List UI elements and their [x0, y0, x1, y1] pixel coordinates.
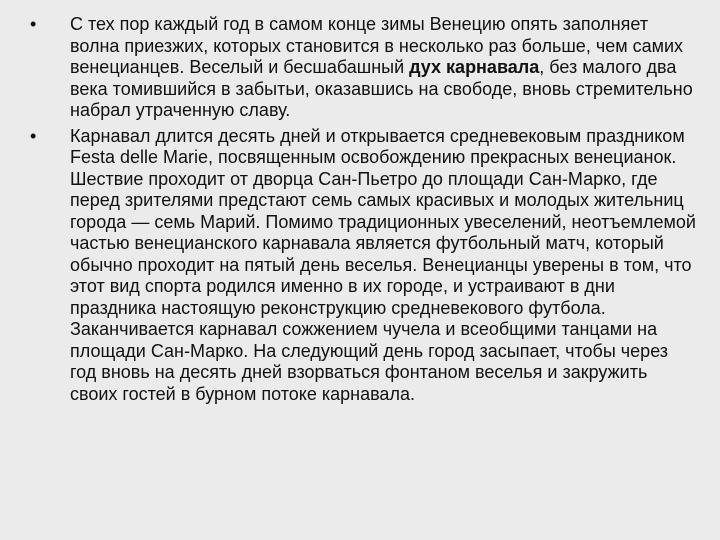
bullet-item-2 — [30, 126, 696, 406]
paragraph-1-bold: дух карнавала — [409, 57, 540, 77]
paragraph-2-text: Карнавал длится десять дней и открывается средневековым праздником Festa delle Marie, посвященным освобождению прекрасных венецианок. Шествие проходит от дворца Сан-Пьетро до площади Сан-Марко, где перед зрителями предстают семь самых красивых и молодых жительниц города — семь Марий. Помимо традиционных увеселений, неотъемлемой частью венецианского карнавала является футбольный матч, который обычно проходит на пятый день веселья. Венецианцы уверены в том, что этот вид спорта родился именно в их городе, и устраивают в дни праздника настоящую реконструкцию средневекового футбола. Заканчивается карнавал сожжением чучела и всеобщими танцами на площади Сан-Марко. На следующий день город засыпает, чтобы через год вновь на десять дней взорваться фонтаном веселья и закружить своих гостей в бурном потоке карнавала. — [70, 125, 696, 404]
bullet-icon: • — [30, 125, 37, 146]
bullet-icon: • — [30, 14, 37, 34]
bullet-list — [30, 14, 696, 405]
bullet-item-1 — [30, 14, 696, 122]
paragraph-1-text: С тех пор каждый год в самом конце зимы Венецию опять заполняет волна приезжих, которых становится в несколько раз больше, чем самих венецианцев. Веселый и бесшабашный — [70, 14, 684, 77]
paragraph-1-text-end: , без малого два века томившийся в забытьи, оказавшись на свободе, вновь стремительно набрал утраченную славу. — [70, 57, 693, 120]
